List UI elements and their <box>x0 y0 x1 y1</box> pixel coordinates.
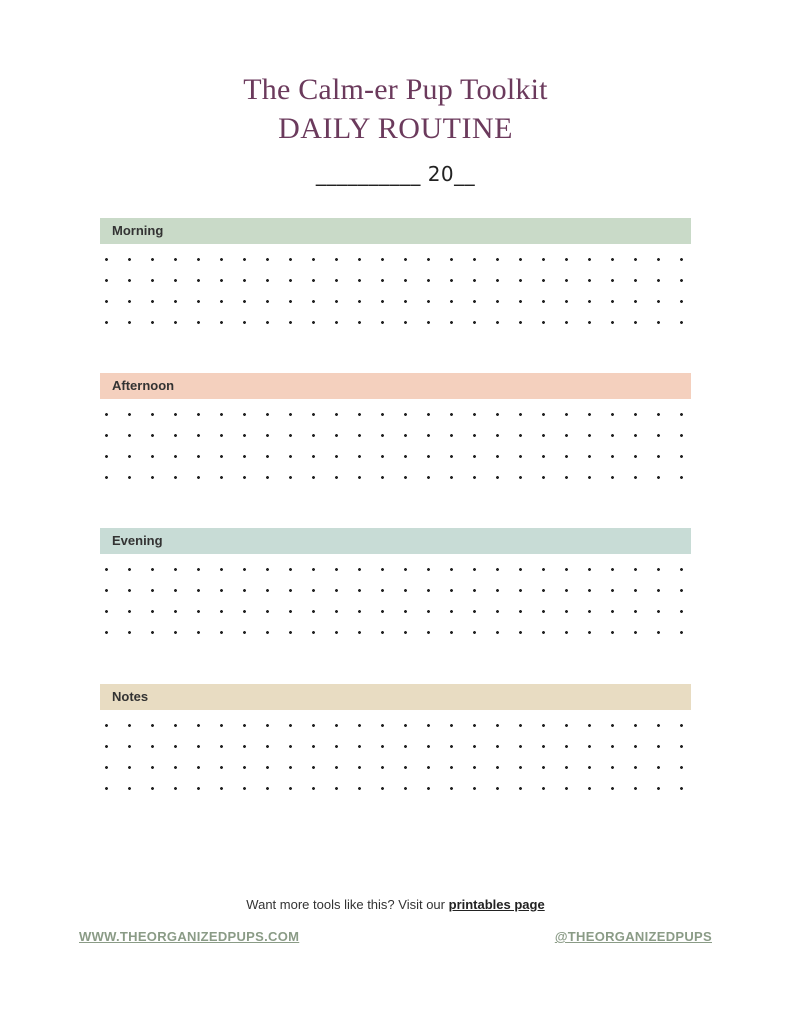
footer-prompt-text: Want more tools like this? Visit our <box>246 897 445 912</box>
section-header-afternoon <box>100 373 691 399</box>
section-label-evening: Evening <box>112 533 163 548</box>
date-line: __________ 20__ <box>315 162 476 186</box>
section-label-morning: Morning <box>112 223 164 238</box>
dot-grid-evening[interactable] <box>100 554 691 644</box>
section-header-morning <box>100 218 691 244</box>
footer-prompt <box>0 897 791 912</box>
section-label-afternoon: Afternoon <box>112 378 175 393</box>
section-header-notes <box>100 684 691 710</box>
dot-grid-morning[interactable] <box>100 244 691 334</box>
section-evening <box>100 528 691 644</box>
page-title: The Calm-er Pup Toolkit <box>243 73 548 106</box>
printables-link[interactable]: printables page <box>448 897 545 912</box>
dot-grid-afternoon[interactable] <box>100 399 691 489</box>
section-label-notes: Notes <box>112 689 149 704</box>
page-subtitle: DAILY ROUTINE <box>278 112 513 145</box>
dot-grid-notes[interactable] <box>100 710 691 800</box>
website-link[interactable]: WWW.THEORGANIZEDPUPS.COM <box>79 929 300 944</box>
section-header-evening <box>100 528 691 554</box>
social-handle-link[interactable]: @THEORGANIZEDPUPS <box>554 929 712 944</box>
section-notes <box>100 684 691 800</box>
section-morning <box>100 218 691 334</box>
section-afternoon <box>100 373 691 489</box>
